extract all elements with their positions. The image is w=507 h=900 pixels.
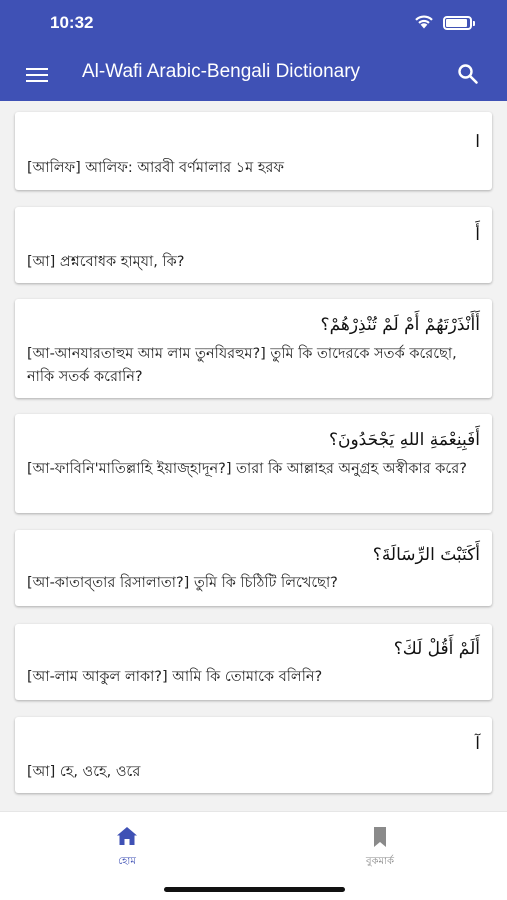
hamburger-icon [26,68,48,70]
home-indicator [164,887,345,892]
bengali-meaning: [আ-ফাবিনি'মাতিল্লাহি ইয়াজ্‌হাদূন?] তারা কি আল্লাহর অনুগ্রহ অস্বীকার করে? [27,461,467,477]
app-title: Al-Wafi Arabic-Bengali Dictionary [82,61,361,82]
bengali-meaning: [আ] হে, ওহে, ওরে [27,764,141,780]
nav-bookmark-tab[interactable] [335,820,425,870]
arabic-word: أَ [475,225,480,245]
top-app-bar [0,0,507,101]
status-time: 10:32 [50,13,94,32]
bengali-meaning: [আ] প্রশ্নবোধক হাম্‌যা, কি? [27,254,185,270]
arabic-word: أَكَتَبْتَ الرِّسَالَةَ؟ [372,545,480,565]
list-item[interactable] [15,299,492,398]
bengali-meaning: [আলিফ] আলিফ: আরবী বর্ণমালার ১ম হরফ [27,160,285,176]
nav-home-label: হোম [118,856,136,867]
status-bar [0,0,507,46]
arabic-word: أَأَنْذَرْتَهُمْ أَمْ لَمْ تُنْذِرْهُمْ؟ [320,315,480,335]
arabic-word: آ [475,734,480,754]
bookmark-icon [369,826,391,848]
nav-home-tab[interactable] [82,820,172,870]
bengali-meaning: [আ-লাম আকুল লাকা?] আমি কি তোমাকে বলিনি? [27,669,323,685]
list-item[interactable] [15,717,492,793]
home-icon [116,826,138,846]
wifi-icon [414,14,434,29]
list-item[interactable] [15,414,492,513]
list-item[interactable] [15,530,492,606]
app-toolbar [0,46,507,101]
menu-button[interactable] [26,63,50,85]
arabic-word: أَفَبِنِعْمَةِ اللهِ يَجْحَدُونَ؟ [328,430,480,450]
battery-icon [443,16,472,30]
list-item[interactable] [15,112,492,190]
search-icon[interactable] [456,62,480,86]
arabic-word: أَلَمْ أَقُلْ لَكَ؟ [393,639,480,659]
list-item[interactable] [15,207,492,283]
nav-bookmark-label: বুকমার্ক [365,856,394,867]
bengali-meaning: [আ-কাতাব্‌তার রিসালাতা?] তুমি কি চিঠিটি লিখেছো? [27,575,338,591]
bengali-meaning: [আ-আনযারতাহুম আম লাম তুনযিরহুম?] তুমি কি তাদেরকে সতর্ক করেছো, নাকি সতর্ক করোনি? [27,346,457,385]
arabic-word: ا [475,132,480,152]
list-item[interactable] [15,624,492,700]
